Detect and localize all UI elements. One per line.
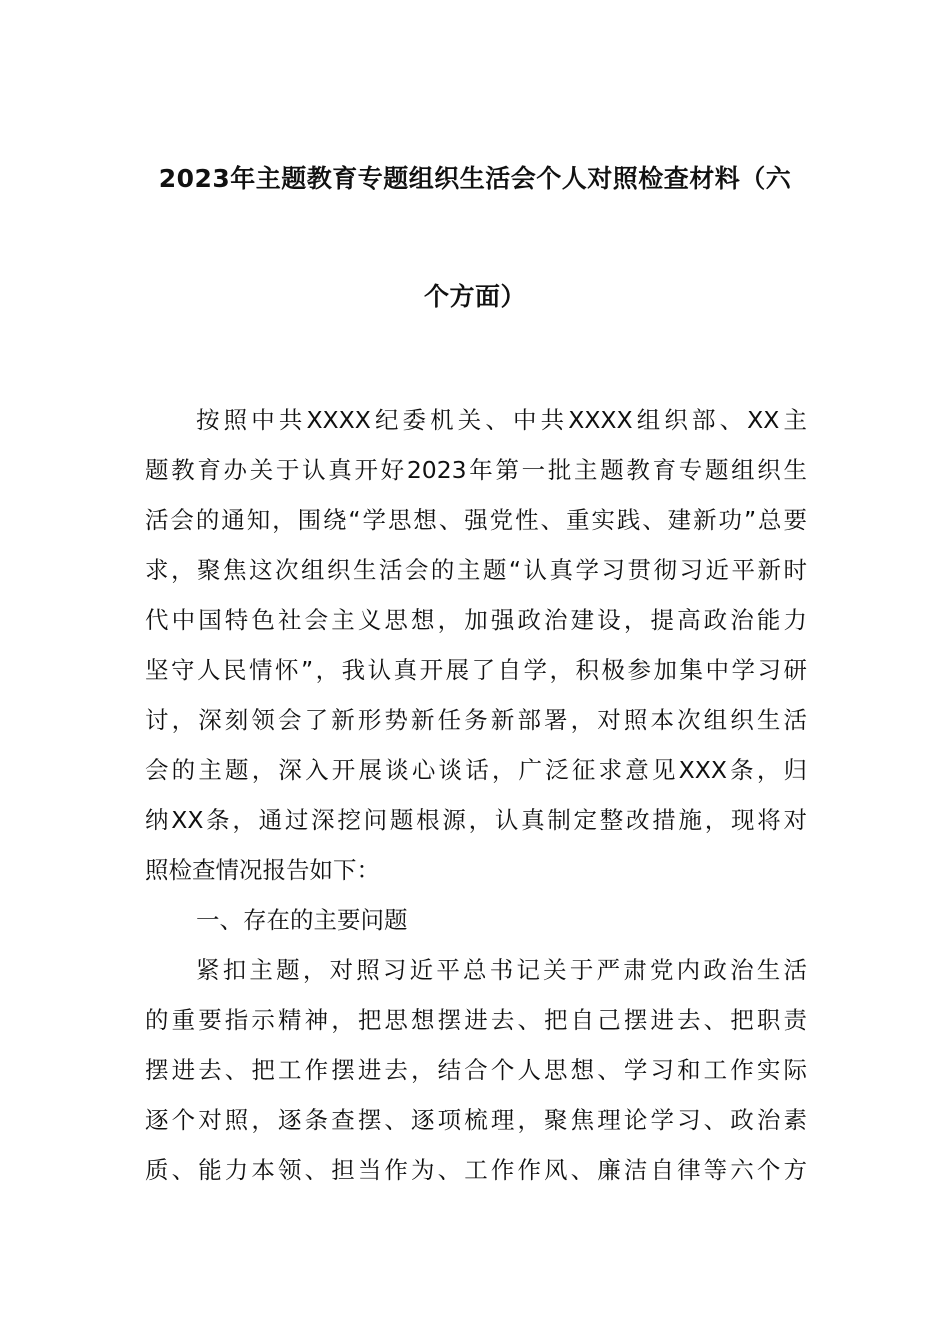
body-text-line: 讨，深刻领会了新形势新任务新部署，对照本次组织生活 — [145, 706, 807, 734]
body-text-line: 摆进去、把工作摆进去，结合个人思想、学习和工作实际 — [145, 1056, 807, 1084]
body-text-line: 会的主题，深入开展谈心谈话，广泛征求意见XXX条，归 — [145, 756, 807, 784]
document-title-line-2: 个方面） — [423, 282, 526, 311]
section-heading: 一、存在的主要问题 — [196, 906, 408, 934]
body-text-line: 质、能力本领、担当作为、工作作风、廉洁自律等六个方 — [145, 1156, 807, 1184]
body-text-line: 纳XX条，通过深挖问题根源，认真制定整改措施，现将对 — [145, 806, 807, 834]
body-text-line: 坚守人民情怀”，我认真开展了自学，积极参加集中学习研 — [145, 656, 807, 684]
body-text-line: 求，聚焦这次组织生活会的主题“认真学习贯彻习近平新时 — [145, 556, 807, 584]
body-text-line: 按照中共XXXX纪委机关、中共XXXX组织部、XX主 — [196, 406, 807, 434]
body-text-line: 题教育办关于认真开好2023年第一批主题教育专题组织生 — [145, 456, 807, 484]
body-text-line: 照检查情况报告如下： — [145, 856, 380, 884]
body-text-line: 活会的通知，围绕“学思想、强党性、重实践、建新功”总要 — [145, 506, 807, 534]
body-text-line: 代中国特色社会主义思想，加强政治建设，提高政治能力 — [145, 606, 807, 634]
body-text-line: 的重要指示精神，把思想摆进去、把自己摆进去、把职责 — [145, 1006, 807, 1034]
body-text-line: 紧扣主题，对照习近平总书记关于严肃党内政治生活 — [196, 956, 807, 984]
document-title-line-1: 2023年主题教育专题组织生活会个人对照检查材料（六 — [158, 164, 792, 193]
body-text-line: 逐个对照，逐条查摆、逐项梳理，聚焦理论学习、政治素 — [145, 1106, 807, 1134]
